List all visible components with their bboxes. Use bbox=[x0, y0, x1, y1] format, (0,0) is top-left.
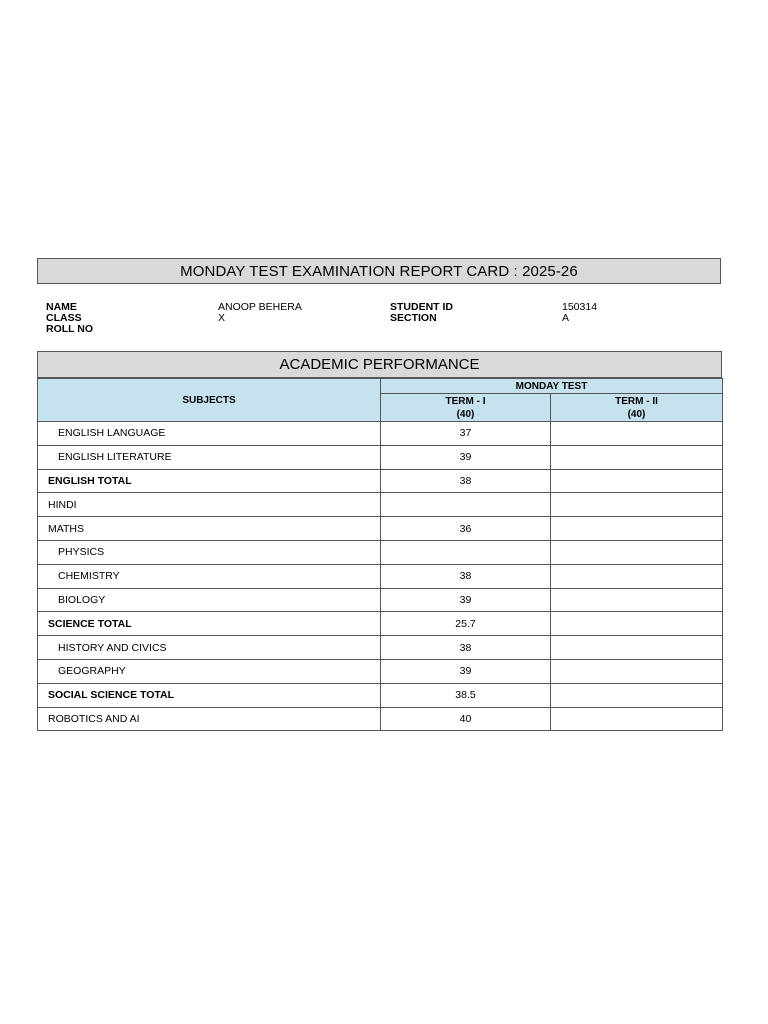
marks-table-body bbox=[38, 422, 723, 731]
info-row-3 bbox=[46, 324, 716, 335]
roll-no-value bbox=[218, 324, 390, 335]
term2-mark-cell bbox=[551, 540, 723, 564]
table-row bbox=[38, 517, 723, 541]
subject-cell: HINDI bbox=[38, 493, 381, 517]
subject-cell: GEOGRAPHY bbox=[38, 659, 381, 683]
section-value: A bbox=[562, 312, 570, 324]
table-row bbox=[38, 564, 723, 588]
student-info bbox=[46, 302, 716, 335]
table-row bbox=[38, 612, 723, 636]
term1-header bbox=[381, 394, 551, 422]
marks-table bbox=[37, 378, 723, 731]
term1-mark-cell: 39 bbox=[381, 588, 551, 612]
name-label: NAME bbox=[46, 301, 77, 313]
term2-mark-cell bbox=[551, 445, 723, 469]
term1-mark-cell: 37 bbox=[381, 422, 551, 446]
term2-mark-cell bbox=[551, 612, 723, 636]
term1-mark-cell: 39 bbox=[381, 445, 551, 469]
table-row bbox=[38, 659, 723, 683]
term2-mark-cell bbox=[551, 564, 723, 588]
term1-mark-cell: 38 bbox=[381, 564, 551, 588]
report-title bbox=[37, 258, 721, 284]
subject-cell: ENGLISH LANGUAGE bbox=[38, 422, 381, 446]
table-row bbox=[38, 707, 723, 731]
term2-mark-cell bbox=[551, 683, 723, 707]
subject-cell: SCIENCE TOTAL bbox=[38, 612, 381, 636]
table-row bbox=[38, 636, 723, 660]
term2-label: TERM - II bbox=[615, 395, 658, 407]
subject-cell: PHYSICS bbox=[38, 540, 381, 564]
term1-mark-cell bbox=[381, 493, 551, 517]
class-value: X bbox=[218, 312, 226, 324]
subject-cell: BIOLOGY bbox=[38, 588, 381, 612]
academic-performance-section bbox=[37, 351, 722, 731]
subject-cell: MATHS bbox=[38, 517, 381, 541]
term2-mark-cell bbox=[551, 588, 723, 612]
term2-mark-cell bbox=[551, 659, 723, 683]
term2-mark-cell bbox=[551, 422, 723, 446]
term1-mark-cell: 25.7 bbox=[381, 612, 551, 636]
term2-mark-cell bbox=[551, 469, 723, 493]
term2-mark-cell bbox=[551, 707, 723, 731]
term2-max: (40) bbox=[627, 408, 646, 420]
term2-mark-cell bbox=[551, 636, 723, 660]
term1-max: (40) bbox=[456, 408, 475, 420]
term2-mark-cell bbox=[551, 493, 723, 517]
table-row bbox=[38, 588, 723, 612]
term1-mark-cell: 38 bbox=[381, 469, 551, 493]
table-row bbox=[38, 540, 723, 564]
subject-cell: ENGLISH LITERATURE bbox=[38, 445, 381, 469]
roll-no-label: ROLL NO bbox=[46, 323, 94, 335]
term1-mark-cell bbox=[381, 540, 551, 564]
info-row-2 bbox=[46, 313, 716, 324]
student-id-value: 150314 bbox=[562, 301, 598, 313]
table-row bbox=[38, 493, 723, 517]
student-id-label: STUDENT ID bbox=[390, 301, 453, 313]
term1-mark-cell: 39 bbox=[381, 659, 551, 683]
monday-test-header: MONDAY TEST bbox=[381, 379, 723, 394]
table-row bbox=[38, 422, 723, 446]
term1-mark-cell: 38.5 bbox=[381, 683, 551, 707]
subject-cell: ENGLISH TOTAL bbox=[38, 469, 381, 493]
table-row bbox=[38, 445, 723, 469]
term1-mark-cell: 38 bbox=[381, 636, 551, 660]
table-row bbox=[38, 469, 723, 493]
report-title-text: MONDAY TEST EXAMINATION REPORT CARD : 2025-26 bbox=[180, 262, 578, 280]
subject-cell: CHEMISTRY bbox=[38, 564, 381, 588]
subject-cell: SOCIAL SCIENCE TOTAL bbox=[38, 683, 381, 707]
academic-performance-title bbox=[37, 351, 722, 378]
subject-cell: ROBOTICS AND AI bbox=[38, 707, 381, 731]
section-label: SECTION bbox=[390, 312, 437, 324]
table-row bbox=[38, 683, 723, 707]
term2-header bbox=[551, 394, 723, 422]
term1-mark-cell: 36 bbox=[381, 517, 551, 541]
term1-label: TERM - I bbox=[445, 395, 486, 407]
class-label: CLASS bbox=[46, 312, 82, 324]
term1-mark-cell: 40 bbox=[381, 707, 551, 731]
academic-performance-title-text: ACADEMIC PERFORMANCE bbox=[279, 356, 480, 373]
subject-cell: HISTORY AND CIVICS bbox=[38, 636, 381, 660]
name-value: ANOOP BEHERA bbox=[218, 301, 302, 313]
term2-mark-cell bbox=[551, 517, 723, 541]
subjects-header: SUBJECTS bbox=[38, 379, 381, 422]
info-row-1 bbox=[46, 302, 716, 313]
